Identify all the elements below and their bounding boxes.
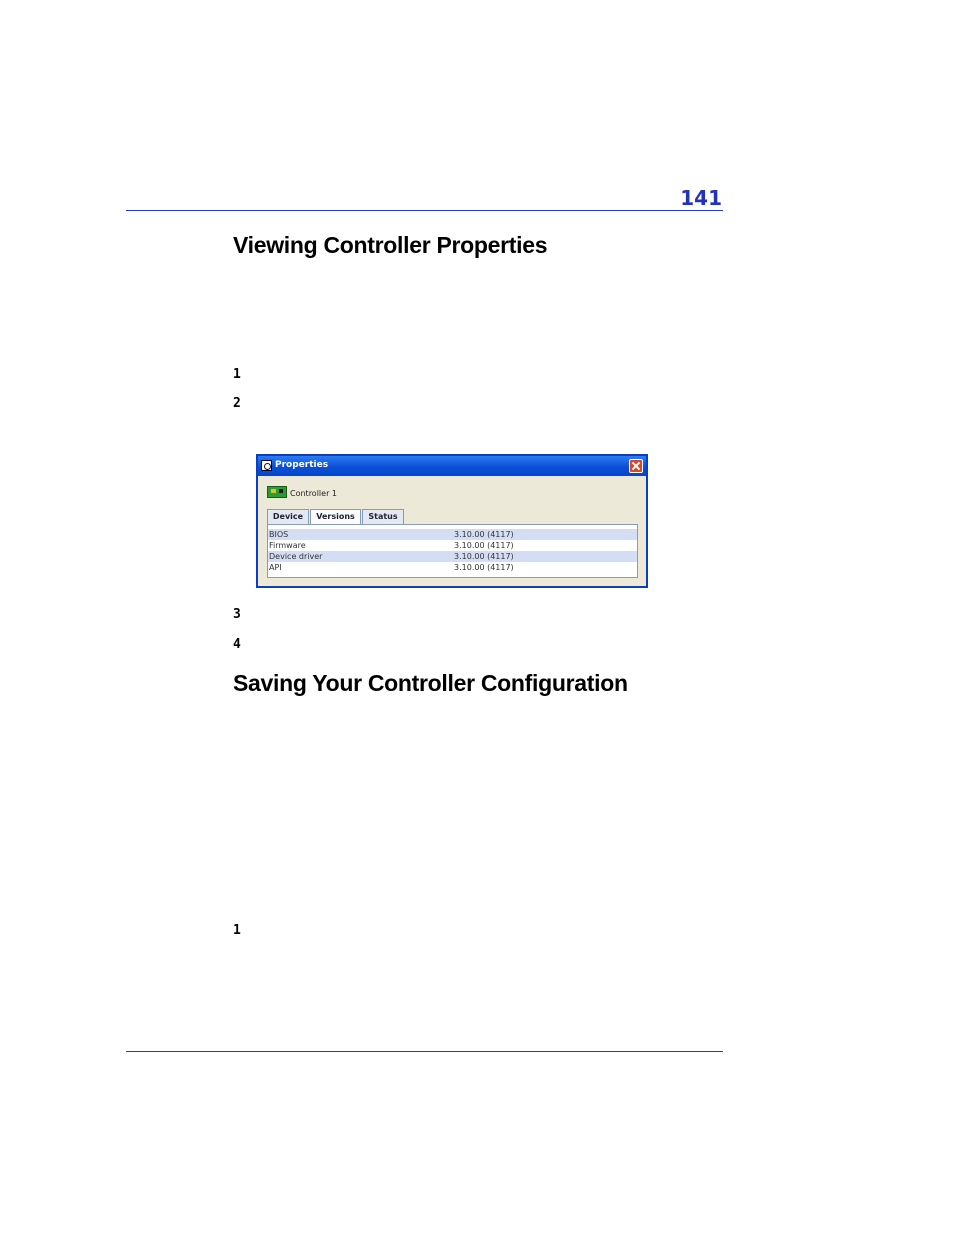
table-row[interactable]: [268, 540, 637, 551]
section-title-viewing-properties: Viewing Controller Properties: [233, 232, 548, 258]
footer-rule: [126, 1051, 723, 1052]
step-number-4: 4: [233, 637, 241, 652]
tab-versions[interactable]: Versions: [310, 509, 361, 525]
row-name: Device driver: [269, 552, 323, 561]
step-number-1-saving: 1: [233, 923, 241, 938]
row-name: Firmware: [269, 541, 306, 550]
section-title-saving-configuration: Saving Your Controller Configuration: [233, 670, 628, 696]
application-icon: [261, 460, 272, 471]
tab-device[interactable]: Device: [267, 509, 309, 524]
row-value: 3.10.00 (4117): [454, 552, 514, 561]
properties-dialog: [256, 454, 648, 588]
step-number-3: 3: [233, 607, 241, 622]
row-value: 3.10.00 (4117): [454, 563, 514, 572]
row-name: API: [269, 563, 282, 572]
controller-card-icon: [267, 486, 287, 498]
controller-label: Controller 1: [290, 489, 337, 498]
versions-list: [267, 524, 638, 578]
table-row[interactable]: [268, 529, 637, 540]
row-value: 3.10.00 (4117): [454, 530, 514, 539]
tab-status[interactable]: Status: [362, 509, 404, 524]
row-name: BIOS: [269, 530, 289, 539]
step-number-1: 1: [233, 367, 241, 382]
dialog-title: Properties: [275, 460, 329, 470]
page-number: 141: [680, 186, 722, 210]
table-row[interactable]: [268, 562, 637, 573]
step-number-2: 2: [233, 396, 241, 411]
header-rule: [126, 210, 723, 211]
dialog-titlebar[interactable]: [258, 456, 646, 476]
close-icon[interactable]: [629, 459, 643, 473]
row-value: 3.10.00 (4117): [454, 541, 514, 550]
table-row[interactable]: [268, 551, 637, 562]
